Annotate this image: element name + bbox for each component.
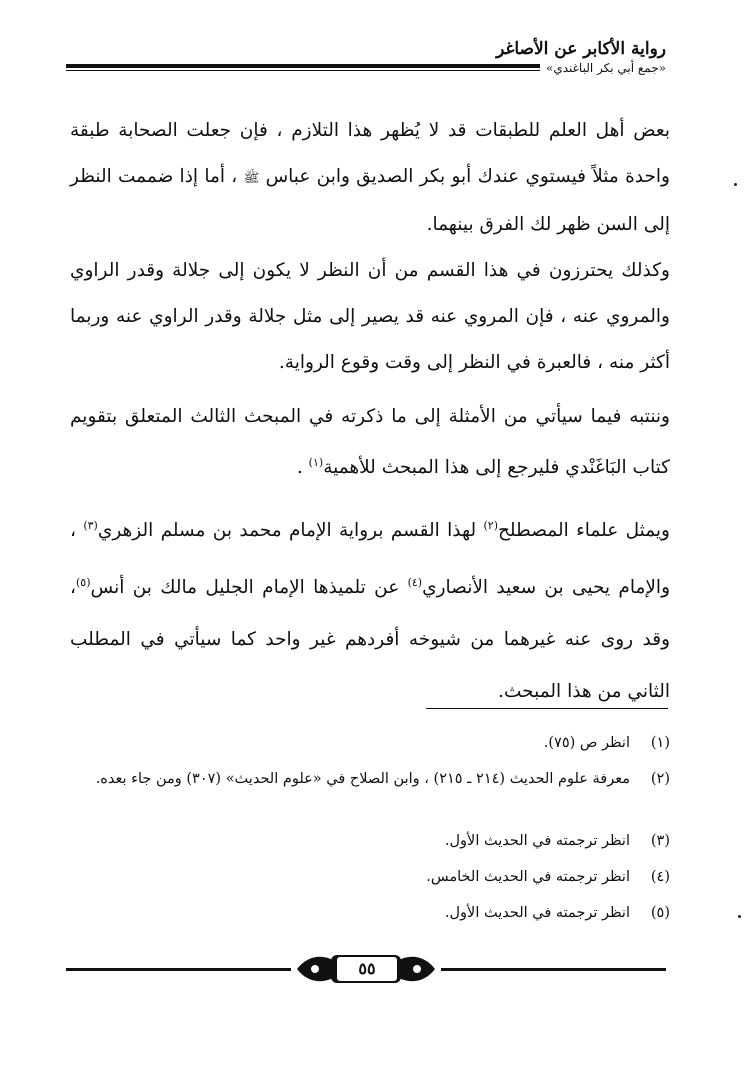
footnote-number: (٢) <box>650 771 670 787</box>
paragraph-4-text-e: ، وقد روى عنه غيرهما من شيوخه أفردهم غير واحد كما سيأتي في المطلب الثاني من هذا المبحث. <box>70 577 670 703</box>
paragraph-4-text-d: عن تلميذها الإمام الجليل مالك بن أنس <box>90 577 400 599</box>
book-subtitle: «جمع أبي بكر الباغندي» <box>540 60 666 76</box>
footnote-5 <box>70 898 670 934</box>
footnote-text: انظر ص (٧٥). <box>543 735 630 751</box>
paragraph-1-tail: ، أما إذا ضممت النظر إلى السن ظهر لك الفرق بينهما. <box>70 166 670 235</box>
footnote-1 <box>70 728 670 764</box>
footnote-separator <box>426 708 668 709</box>
paragraph-4 <box>70 500 670 718</box>
paragraph-1-text: بعض أهل العلم للطبقات قد لا يُظهر هذا التلازم ، فإن جعلت الصحابة طبقة واحدة مثلاً فيستوي عندك أبو بكر الصديق وابن عباس <box>70 120 670 187</box>
paragraph-4-text-b: لهذا القسم برواية الإمام محمد بن مسلم الزهري <box>97 520 477 542</box>
footer-rule-left <box>66 968 291 971</box>
footnote-number: (٣) <box>650 833 670 849</box>
footnote-text: انظر ترجمته في الحديث الأول. <box>444 905 630 921</box>
footnote-4 <box>70 862 670 898</box>
footnote-number: (١) <box>650 735 670 751</box>
footnote-2 <box>70 764 670 826</box>
footnote-text: معرفة علوم الحديث (٢١٤ ـ ٢١٥) ، وابن الصلاح في «علوم الحديث» (٣٠٧) ومن جاء بعده. <box>95 771 630 787</box>
paragraph-4-text-a: ويمثل علماء المصطلح <box>497 520 670 542</box>
page-number: ٥٥ <box>336 956 398 982</box>
footnote-ref-1[interactable]: (١) <box>308 456 324 469</box>
footnote-text: انظر ترجمته في الحديث الأول. <box>444 833 630 849</box>
footnote-number: (٤) <box>650 869 670 885</box>
footer-rule-right <box>441 968 666 971</box>
paragraph-2 <box>70 248 670 386</box>
paragraph-3-text: وننتبه فيما سيأتي من الأمثلة إلى ما ذكرته في المبحث الثالث المتعلق بتقويم كتاب البَاغَنْدي فليرجع إلى هذا المبحث للأهمية <box>70 406 670 479</box>
paragraph-3 <box>70 394 670 491</box>
page-footer <box>66 952 666 982</box>
footnote-3 <box>70 826 670 862</box>
footnote-ref-3[interactable]: (٣) <box>83 519 98 532</box>
footnotes <box>70 728 670 934</box>
footnote-ref-2[interactable]: (٢) <box>483 519 498 532</box>
paragraph-1 <box>70 108 670 248</box>
scan-speck <box>738 915 741 918</box>
paragraph-3-tail: . <box>296 457 303 479</box>
footnote-number: (٥) <box>650 905 670 921</box>
footnote-ref-5[interactable]: (٥) <box>75 576 91 590</box>
paragraph-2-text: وكذلك يحترزون في هذا القسم من أن النظر لا يكون إلى جلالة وقدر الراوي والمروي عنه ، فإن المروي عنه قد يصير إلى مثل جلالة وقدر الراوي عنه وربما أكثر منه ، فالعبرة في النظر إلى وقت وقوع الرواية. <box>70 260 670 373</box>
footnote-text: انظر ترجمته في الحديث الخامس. <box>426 869 630 885</box>
footnote-ref-4[interactable]: (٤) <box>407 576 423 590</box>
book-title: رواية الأكابر عن الأصاغر <box>490 38 666 60</box>
scan-speck <box>734 183 737 186</box>
running-header <box>66 38 666 88</box>
honorific-glyph: ﷺ <box>243 171 260 186</box>
paragraph-4-text-c: ، والإمام يحيى بن سعيد الأنصاري <box>70 520 670 599</box>
